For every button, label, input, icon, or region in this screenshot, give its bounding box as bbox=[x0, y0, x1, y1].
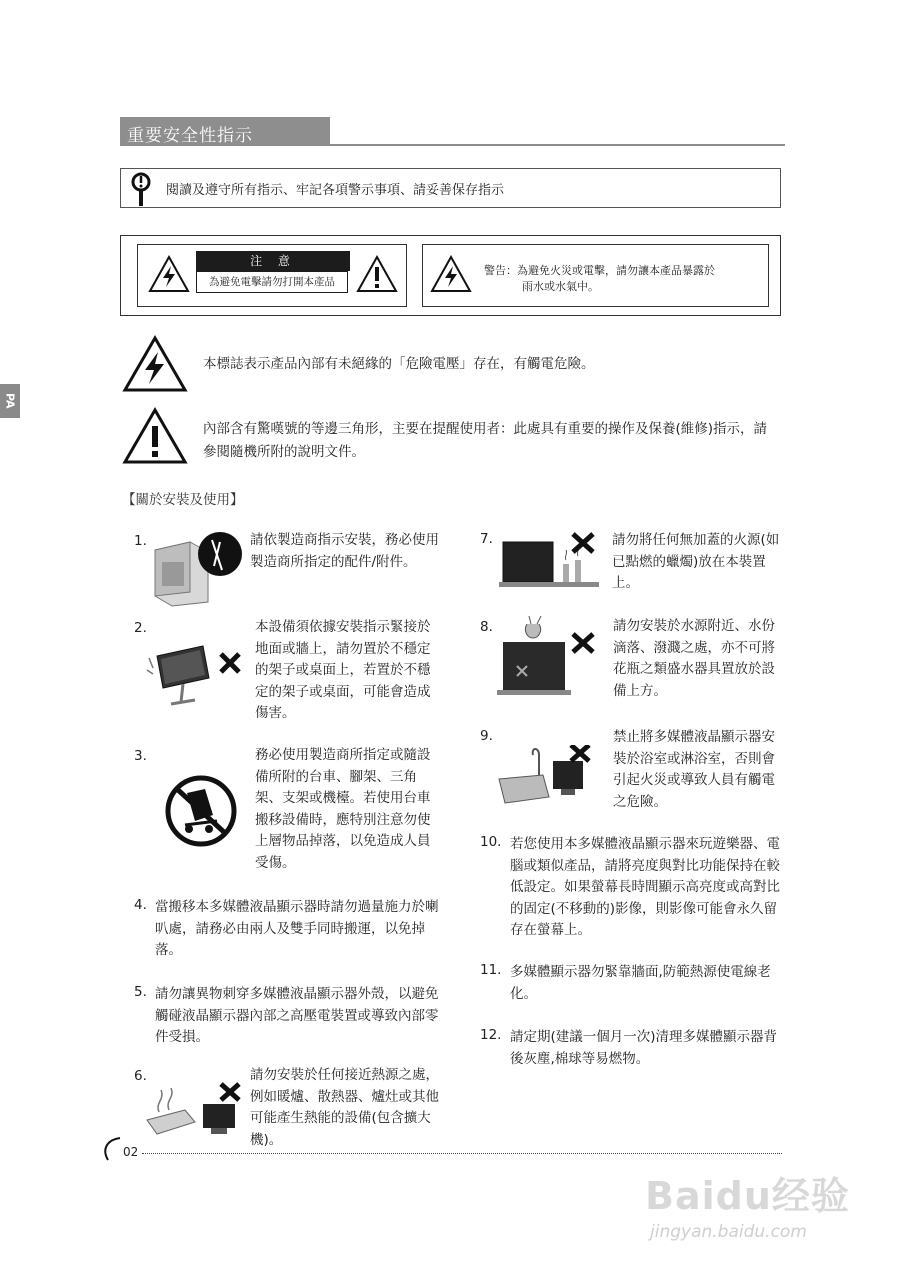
warning-text-line2: 雨水或水氣中。 bbox=[522, 280, 599, 293]
exclamation-triangle-icon bbox=[356, 255, 398, 293]
lightning-triangle-icon bbox=[430, 255, 472, 293]
watermark-url: jingyan.baidu.com bbox=[650, 1222, 807, 1242]
item-number: 11. bbox=[480, 962, 502, 978]
page-corner-curve bbox=[100, 1136, 122, 1162]
item-number: 8. bbox=[480, 619, 493, 635]
caution-subtext: 為避免電擊請勿打開本產品 bbox=[196, 271, 348, 293]
exclamation-symbol-text: 內部含有驚嘆號的等邊三角形，主要在提醒使用者：此處具有重要的操作及保養(維修)指示，請參閱隨機所附的說明文件。 bbox=[203, 421, 768, 460]
item-text: 若您使用本多媒體液晶顯示器來玩遊樂器、電腦或類似產品，請將亮度與對比功能保持在較低設定。如果螢幕長時間顯示高亮度或高對比的固定(不移動的)影像，則影像可能會永久留存在螢幕上。 bbox=[510, 836, 780, 938]
item-number: 4. bbox=[134, 897, 147, 913]
item-number: 10. bbox=[480, 834, 502, 850]
magnifier-icon bbox=[129, 172, 153, 208]
footer-dotted-rule bbox=[142, 1153, 782, 1154]
item-text: 請勿讓異物刺穿多媒體液晶顯示器外殼，以避免觸碰液晶顯示器內部之高壓電裝置或導致內部零件受損。 bbox=[155, 986, 439, 1045]
page-title: 重要安全性指示 bbox=[127, 126, 253, 146]
item-number: 3. bbox=[134, 748, 147, 764]
item-number: 5. bbox=[134, 984, 147, 1000]
unstable-stand-illustration bbox=[145, 636, 245, 712]
item-text: 請勿安裝於水源附近、水份滴落、潑濺之處，亦不可將花瓶之類盛水器具置放於設備上方。 bbox=[613, 618, 775, 699]
item-number: 12. bbox=[480, 1027, 502, 1043]
watermark-logo: Baidu经验 bbox=[645, 1174, 850, 1218]
page-number: 02 bbox=[123, 1145, 139, 1159]
lightning-triangle-icon bbox=[122, 335, 188, 393]
item-number: 7. bbox=[480, 531, 493, 547]
item-text: 當搬移本多媒體液晶顯示器時請勿過量施力於喇叭處，請務必由兩人及雙手同時搬運，以免掉落。 bbox=[155, 899, 439, 958]
bolt-symbol-text: 本標誌表示產品內部有未絕緣的「危險電壓」存在，有觸電危險。 bbox=[203, 356, 595, 372]
instruction-text: 閱讀及遵守所有指示、牢記各項警示事項、請妥善保存指示 bbox=[166, 183, 505, 198]
item-number: 9. bbox=[480, 728, 493, 744]
warning-text-line1: 警告：為避免火災或電擊，請勿讓本產品暴露於 bbox=[484, 264, 715, 277]
bathroom-illustration bbox=[495, 745, 605, 811]
item-text: 請依製造商指示安裝，務必使用製造商所指定的配件/附件。 bbox=[250, 532, 439, 570]
title-rule bbox=[330, 144, 785, 146]
accessories-illustration bbox=[150, 530, 245, 608]
item-text: 多媒體顯示器勿緊靠牆面,防範熱源使電線老化。 bbox=[510, 964, 771, 1002]
item-text: 本設備須依據安裝指示緊接於地面或牆上，請勿置於不穩定的架子或桌面上，若置於不穩定的架子或桌面，可能會造成傷害。 bbox=[255, 619, 431, 721]
item-number: 1. bbox=[134, 533, 147, 549]
exclamation-triangle-icon bbox=[122, 407, 188, 465]
item-number: 2. bbox=[134, 620, 147, 636]
side-tab-label: PA bbox=[3, 393, 17, 409]
item-text: 請勿將任何無加蓋的火源(如已點燃的蠟燭)放在本裝置上。 bbox=[612, 532, 780, 591]
item-number: 6. bbox=[134, 1068, 147, 1084]
water-vase-illustration bbox=[495, 616, 605, 698]
item-text: 務必使用製造商所指定或隨設備所附的台車、腳架、三角架、支架或機檯。若使用台車搬移設備時，應特別注意勿使上層物品掉落，以免造成人員受傷。 bbox=[255, 747, 431, 871]
section-heading: 【關於安裝及使用】 bbox=[122, 492, 244, 508]
caution-heading: 注 意 bbox=[196, 251, 350, 271]
item-text: 請勿安裝於任何接近熱源之處，例如暖爐、散熱器、爐灶或其他可能產生熱能的設備(包含擴大機)。 bbox=[250, 1067, 439, 1148]
lightning-triangle-icon bbox=[148, 255, 190, 293]
heat-source-illustration bbox=[145, 1082, 245, 1144]
open-flame-illustration bbox=[495, 530, 605, 596]
item-text: 請定期(建議一個月一次)清理多媒體顯示器背後灰塵,棉球等易燃物。 bbox=[510, 1029, 778, 1067]
item-text: 禁止將多媒體液晶顯示器安裝於浴室或淋浴室，否則會引起火災或導致人員有觸電之危險。 bbox=[613, 729, 775, 810]
cart-tipping-warning-icon bbox=[165, 775, 237, 847]
